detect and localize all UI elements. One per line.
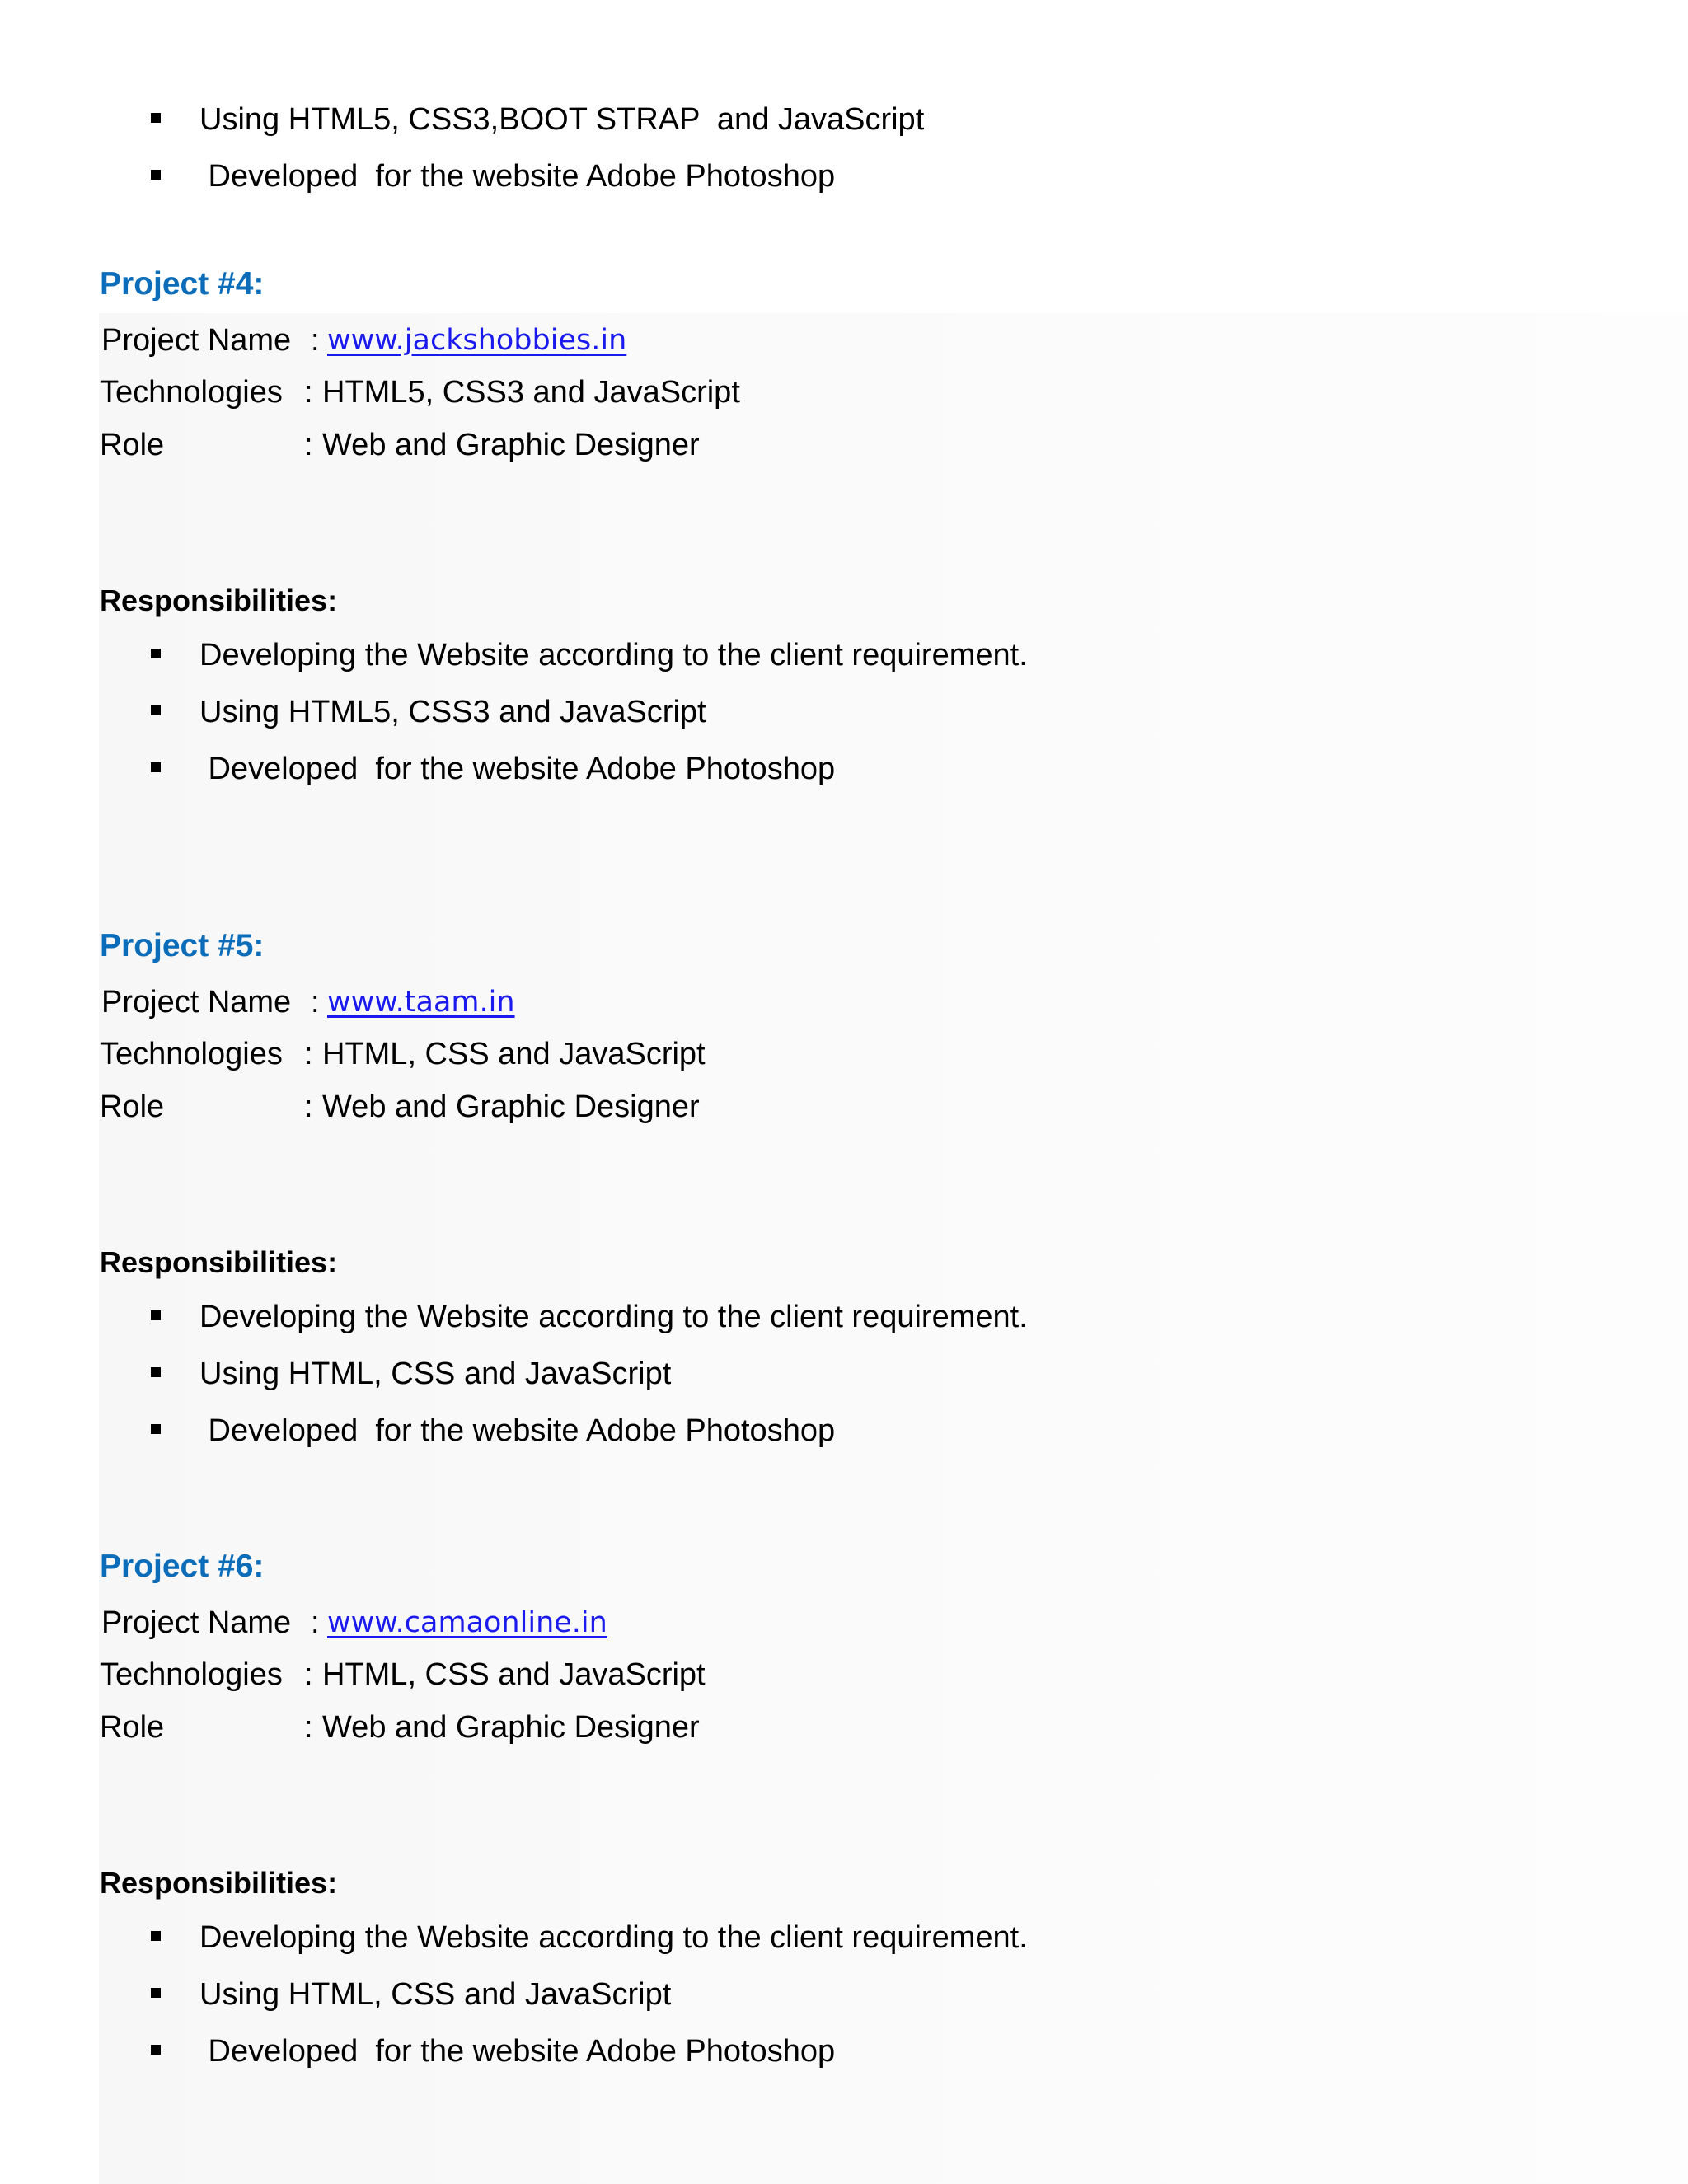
technologies-label: Technologies [100,1657,283,1692]
bullet-text: Using HTML5, CSS3,BOOT STRAP and JavaScript [199,102,925,137]
field-separator: : [304,1710,313,1745]
list-item [0,693,706,750]
project-4-responsibilities-heading: Responsibilities: [100,583,338,617]
role-label: Role [100,1710,165,1745]
project-6-tech-row [0,1656,1154,1694]
technologies-value: HTML5, CSS3 and JavaScript [322,375,740,410]
role-value: Web and Graphic Designer [322,1090,700,1124]
bullet-text: Developed for the website Adobe Photoshop [199,159,836,194]
technologies-label: Technologies [100,375,283,410]
role-label: Role [100,428,165,462]
square-bullet-icon [151,170,161,180]
project-5-responsibilities-heading: Responsibilities: [100,1245,338,1279]
list-item [0,1919,1028,1975]
project-name-label: Project Name [101,323,292,358]
square-bullet-icon [151,1424,161,1434]
list-item [0,750,836,807]
list-item [0,1355,672,1412]
project-4-tech-row [0,373,1154,411]
list-item [0,1298,1028,1355]
project-4-heading: Project #4: [100,266,265,302]
square-bullet-icon [151,113,161,123]
project-6-responsibilities-heading: Responsibilities: [100,1866,338,1900]
square-bullet-icon [151,1988,161,1998]
role-label: Role [100,1090,165,1124]
project-5-name-row [0,983,1154,1021]
project-6-name-row [0,1604,1154,1642]
project-6-responsibilities [0,1919,1028,2089]
technologies-label: Technologies [100,1037,283,1071]
project-name-label: Project Name [101,985,292,1019]
field-separator: : [304,1657,313,1692]
project-5-responsibilities [0,1298,1028,1469]
list-item [0,157,836,214]
list-item [0,1412,836,1469]
bullet-text: Using HTML5, CSS3 and JavaScript [199,695,706,729]
field-separator: : [304,375,313,410]
square-bullet-icon [151,2045,161,2055]
bullet-text: Using HTML, CSS and JavaScript [199,1977,672,2012]
project-6-role-row [0,1708,1154,1746]
list-item [0,1975,672,2032]
field-separator: : [311,1605,320,1640]
bullet-text: Using HTML, CSS and JavaScript [199,1357,672,1391]
square-bullet-icon [151,1367,161,1377]
field-separator: : [304,428,313,462]
project-5-tech-row [0,1035,1154,1073]
project-name-label: Project Name [101,1605,292,1640]
field-separator: : [311,985,320,1019]
bullet-text: Developing the Website according to the client requirement. [199,638,1028,673]
field-separator: : [304,1090,313,1124]
square-bullet-icon [151,649,161,658]
project-6-link[interactable]: www.camaonline.in [327,1606,607,1639]
project-4-link[interactable]: www.jackshobbies.in [327,324,627,357]
project-4-responsibilities [0,636,1028,807]
bullet-text: Developed for the website Adobe Photoshop [199,752,836,786]
project-6-heading: Project #6: [100,1549,265,1584]
project-5-heading: Project #5: [100,928,265,963]
technologies-value: HTML, CSS and JavaScript [322,1037,706,1071]
field-separator: : [304,1037,313,1071]
square-bullet-icon [151,762,161,772]
list-item [0,636,1028,693]
technologies-value: HTML, CSS and JavaScript [322,1657,706,1692]
bullet-text: Developing the Website according to the client requirement. [199,1300,1028,1334]
square-bullet-icon [151,1931,161,1941]
project-5-role-row [0,1088,1154,1126]
bullet-text: Developed for the website Adobe Photoshop [199,2034,836,2069]
project-4-role-row [0,426,1154,464]
list-item [0,101,925,157]
list-item [0,2032,836,2089]
bullet-text: Developing the Website according to the client requirement. [199,1920,1028,1955]
role-value: Web and Graphic Designer [322,428,700,462]
previous-project-bullets [0,101,925,214]
square-bullet-icon [151,1310,161,1320]
role-value: Web and Graphic Designer [322,1710,700,1745]
square-bullet-icon [151,705,161,715]
bullet-text: Developed for the website Adobe Photoshop [199,1413,836,1448]
project-5-link[interactable]: www.taam.in [327,986,515,1019]
project-4-name-row [0,321,1154,359]
field-separator: : [311,323,320,358]
